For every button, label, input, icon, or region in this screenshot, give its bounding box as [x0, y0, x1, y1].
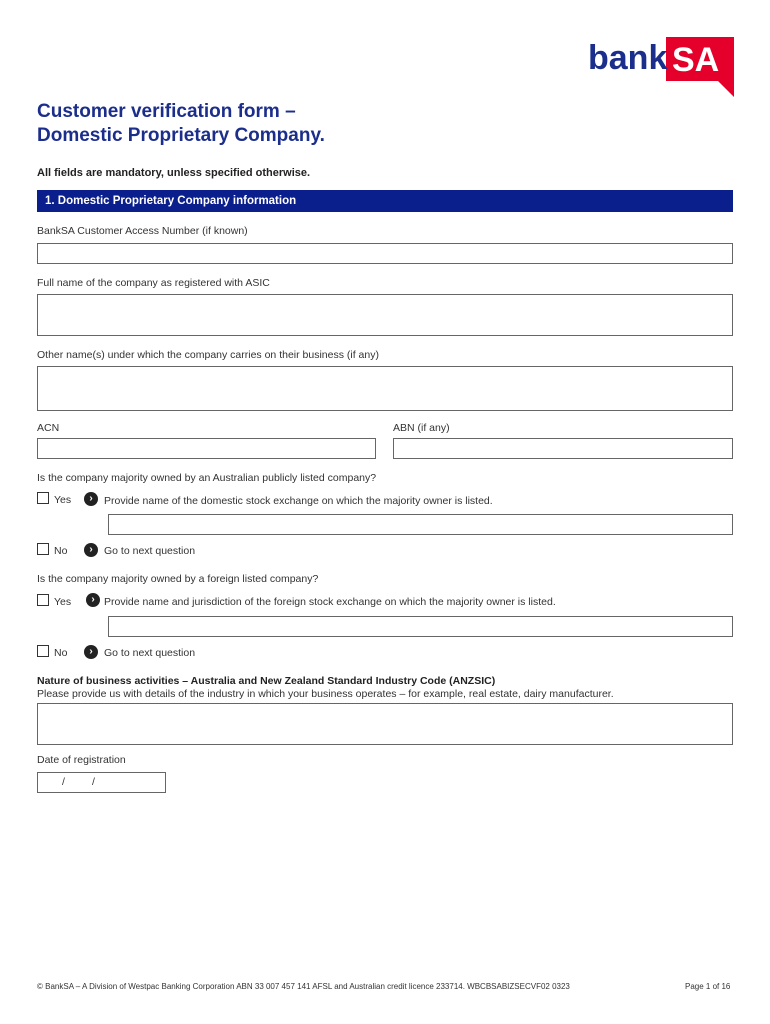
foreign-stock-exchange-input[interactable]	[108, 616, 733, 637]
banksa-logo	[586, 31, 736, 99]
abn-label: ABN (if any)	[393, 422, 450, 434]
full-name-label: Full name of the company as registered with ASIC	[37, 277, 270, 289]
question-foreign-listed: Is the company majority owned by a foreign listed company?	[37, 573, 319, 585]
q1-no-checkbox[interactable]	[37, 543, 49, 555]
q2-yes-checkbox[interactable]	[37, 594, 49, 606]
acn-label: ACN	[37, 422, 60, 434]
domestic-stock-exchange-input[interactable]	[108, 514, 733, 535]
page-number: Page 1 of 16	[685, 982, 731, 991]
logo-text-sa: SA	[672, 41, 720, 79]
q2-yes-label: Yes	[54, 596, 72, 608]
date-separator: /	[62, 776, 65, 788]
q1-no-instruction: Go to next question	[104, 545, 196, 557]
title-line-2: Domestic Proprietary Company.	[37, 125, 325, 146]
date-of-registration-input[interactable]	[37, 772, 166, 793]
abn-input[interactable]	[393, 438, 733, 459]
q1-yes-checkbox[interactable]	[37, 492, 49, 504]
customer-access-number-input[interactable]	[37, 243, 733, 264]
chevron-right-icon: ›	[86, 593, 100, 607]
date-of-registration-label: Date of registration	[37, 754, 126, 766]
chevron-right-icon: ›	[84, 543, 98, 557]
other-names-input[interactable]	[37, 366, 733, 411]
q1-no-label: No	[54, 545, 68, 557]
q1-yes-label: Yes	[54, 494, 72, 506]
page-title	[37, 100, 325, 148]
anzsic-description: Please provide us with details of the industry in which your business operates – for example, real estate, dairy manufacturer.	[37, 688, 614, 700]
question-australian-listed: Is the company majority owned by an Australian publicly listed company?	[37, 472, 377, 484]
mandatory-note: All fields are mandatory, unless specified otherwise.	[37, 167, 311, 179]
chevron-right-icon: ›	[84, 492, 98, 506]
other-names-label: Other name(s) under which the company carries on their business (if any)	[37, 349, 379, 361]
logo-text-bank: bank	[588, 39, 668, 77]
title-line-1: Customer verification form –	[37, 101, 296, 122]
anzsic-heading: Nature of business activities – Australia and New Zealand Standard Industry Code (ANZSIC)	[37, 675, 496, 687]
q2-yes-instruction: Provide name and jurisdiction of the foreign stock exchange on which the majority owner is listed.	[104, 596, 556, 608]
acn-input[interactable]	[37, 438, 376, 459]
q2-no-instruction: Go to next question	[104, 647, 196, 659]
date-separator: /	[92, 776, 95, 788]
section-heading: 1. Domestic Proprietary Company information	[37, 190, 733, 212]
q2-no-checkbox[interactable]	[37, 645, 49, 657]
footer-legal: © BankSA – A Division of Westpac Banking Corporation ABN 33 007 457 141 AFSL and Australian credit licence 233714. WBCBSABIZSECVF02 0323	[37, 982, 570, 991]
chevron-right-icon: ›	[84, 645, 98, 659]
q2-no-label: No	[54, 647, 68, 659]
q1-yes-instruction: Provide name of the domestic stock exchange on which the majority owner is listed.	[104, 495, 493, 507]
anzsic-input[interactable]	[37, 703, 733, 745]
full-name-input[interactable]	[37, 294, 733, 336]
customer-access-number-label: BankSA Customer Access Number (if known)	[37, 225, 248, 237]
